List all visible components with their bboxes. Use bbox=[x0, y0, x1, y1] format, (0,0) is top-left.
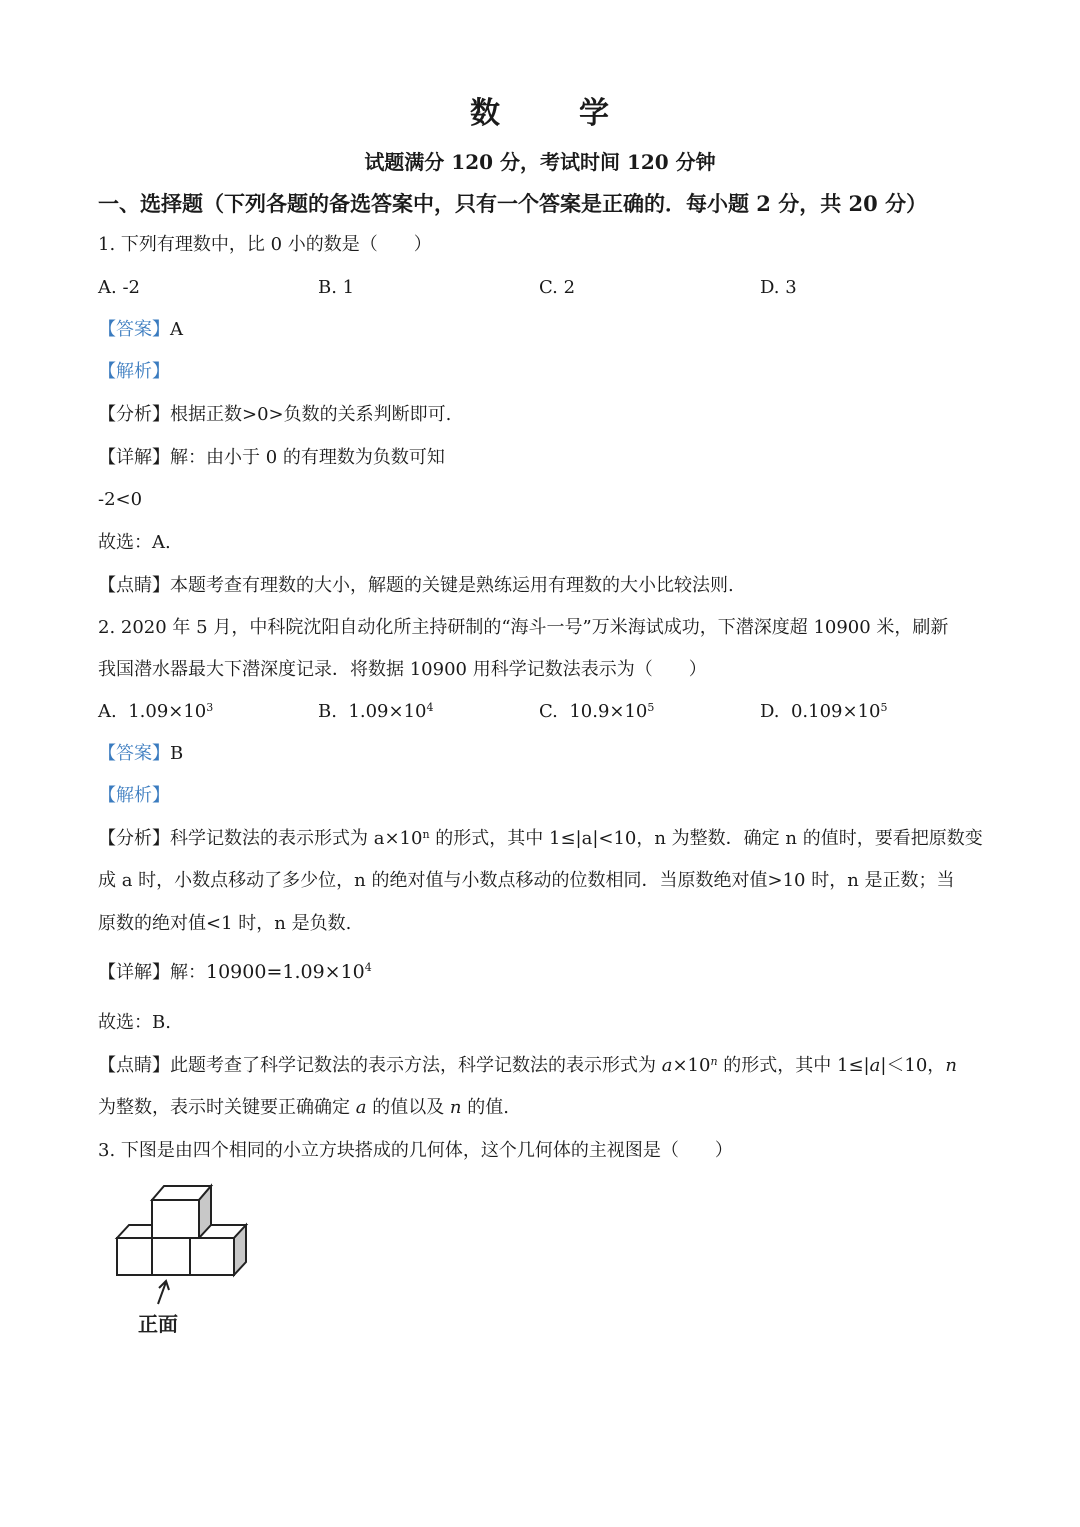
q1-xiangjie: 【详解】解：由小于 0 的有理数为负数可知 bbox=[98, 447, 445, 468]
page-title: 数 学 bbox=[470, 96, 610, 131]
top-cube-front-face bbox=[152, 1200, 199, 1238]
q1-option-a: A. -2 bbox=[98, 277, 140, 298]
left-cube-top-face bbox=[117, 1225, 152, 1238]
section-heading: 一、选择题（下列各题的备选答案中，只有一个答案是正确的．每小题 2 分，共 20 分） bbox=[98, 191, 928, 216]
q2-option-d: D. $0.109\times 10^5$ bbox=[760, 701, 888, 722]
q1-step: -2<0 bbox=[98, 489, 143, 510]
q1-option-d: D. 3 bbox=[760, 277, 797, 298]
left-cube-front-face bbox=[117, 1238, 152, 1275]
middle-cube-front-face bbox=[152, 1238, 190, 1275]
q2-dianjing-line1: 【点睛】此题考查了科学记数法的表示方法，科学记数法的表示形式为 $a\times 10^n$ 的形式，其中 1≤|a|＜10，n bbox=[98, 1055, 957, 1076]
q2-stem-line2: 我国潜水器最大下潜深度记录．将数据 10900 用科学记数法表示为（ ） bbox=[98, 659, 707, 680]
q2-analysis-tag: 【解析】 bbox=[98, 785, 170, 806]
q1-analysis-tag: 【解析】 bbox=[98, 361, 170, 382]
q3-stem: 3. 下图是由四个相同的小立方块搭成的几何体，这个几何体的主视图是（ ） bbox=[98, 1140, 733, 1161]
q1-answer: 【答案】A bbox=[98, 319, 183, 340]
q1-fenxi: 【分析】根据正数>0>负数的关系判断即可. bbox=[98, 404, 452, 425]
q2-conclusion: 故选：B. bbox=[98, 1012, 171, 1033]
q2-xiangjie: 【详解】解：$10900=1.09\times 10^4$ bbox=[98, 961, 372, 983]
q1-conclusion: 故选：A. bbox=[98, 532, 171, 553]
cube-figure bbox=[108, 1180, 258, 1340]
q1-dianjing: 【点睛】本题考查有理数的大小，解题的关键是熟练运用有理数的大小比较法则. bbox=[98, 575, 734, 596]
q2-fenxi-line1: 【分析】科学记数法的表示形式为 $a\times 10^n$ 的形式，其中 1≤|a|<10，n 为整数．确定 n 的值时，要看把原数变 bbox=[98, 828, 983, 849]
q1-option-c: C. 2 bbox=[539, 277, 576, 298]
q2-stem-line1: 2. 2020 年 5 月，中科院沈阳自动化所主持研制的“海斗一号”万米海试成功，下潜深度超 10900 米，刷新 bbox=[98, 617, 949, 638]
q2-option-b: B. $1.09\times 10^4$ bbox=[318, 701, 434, 722]
q2-fenxi-line2: 成 a 时，小数点移动了多少位，n 的绝对值与小数点移动的位数相同．当原数绝对值>10 时，n 是正数；当 bbox=[98, 870, 955, 891]
front-label: 正面 bbox=[138, 1312, 178, 1336]
q2-dianjing-line2: 为整数，表示时关键要正确确定 a 的值以及 n 的值. bbox=[98, 1097, 509, 1118]
right-cube-front-face bbox=[190, 1238, 234, 1275]
exam-subtitle: 试题满分 120 分，考试时间 120 分钟 bbox=[364, 150, 716, 174]
q2-answer: 【答案】B bbox=[98, 743, 184, 764]
q2-option-c: C. $10.9\times 10^5$ bbox=[539, 701, 655, 722]
q1-stem: 1. 下列有理数中，比 0 小的数是（ ） bbox=[98, 234, 432, 255]
q2-option-a: A. $1.09\times 10^3$ bbox=[98, 701, 214, 722]
q1-option-b: B. 1 bbox=[318, 277, 355, 298]
q2-fenxi-line3: 原数的绝对值<1 时，n 是负数. bbox=[98, 913, 352, 934]
